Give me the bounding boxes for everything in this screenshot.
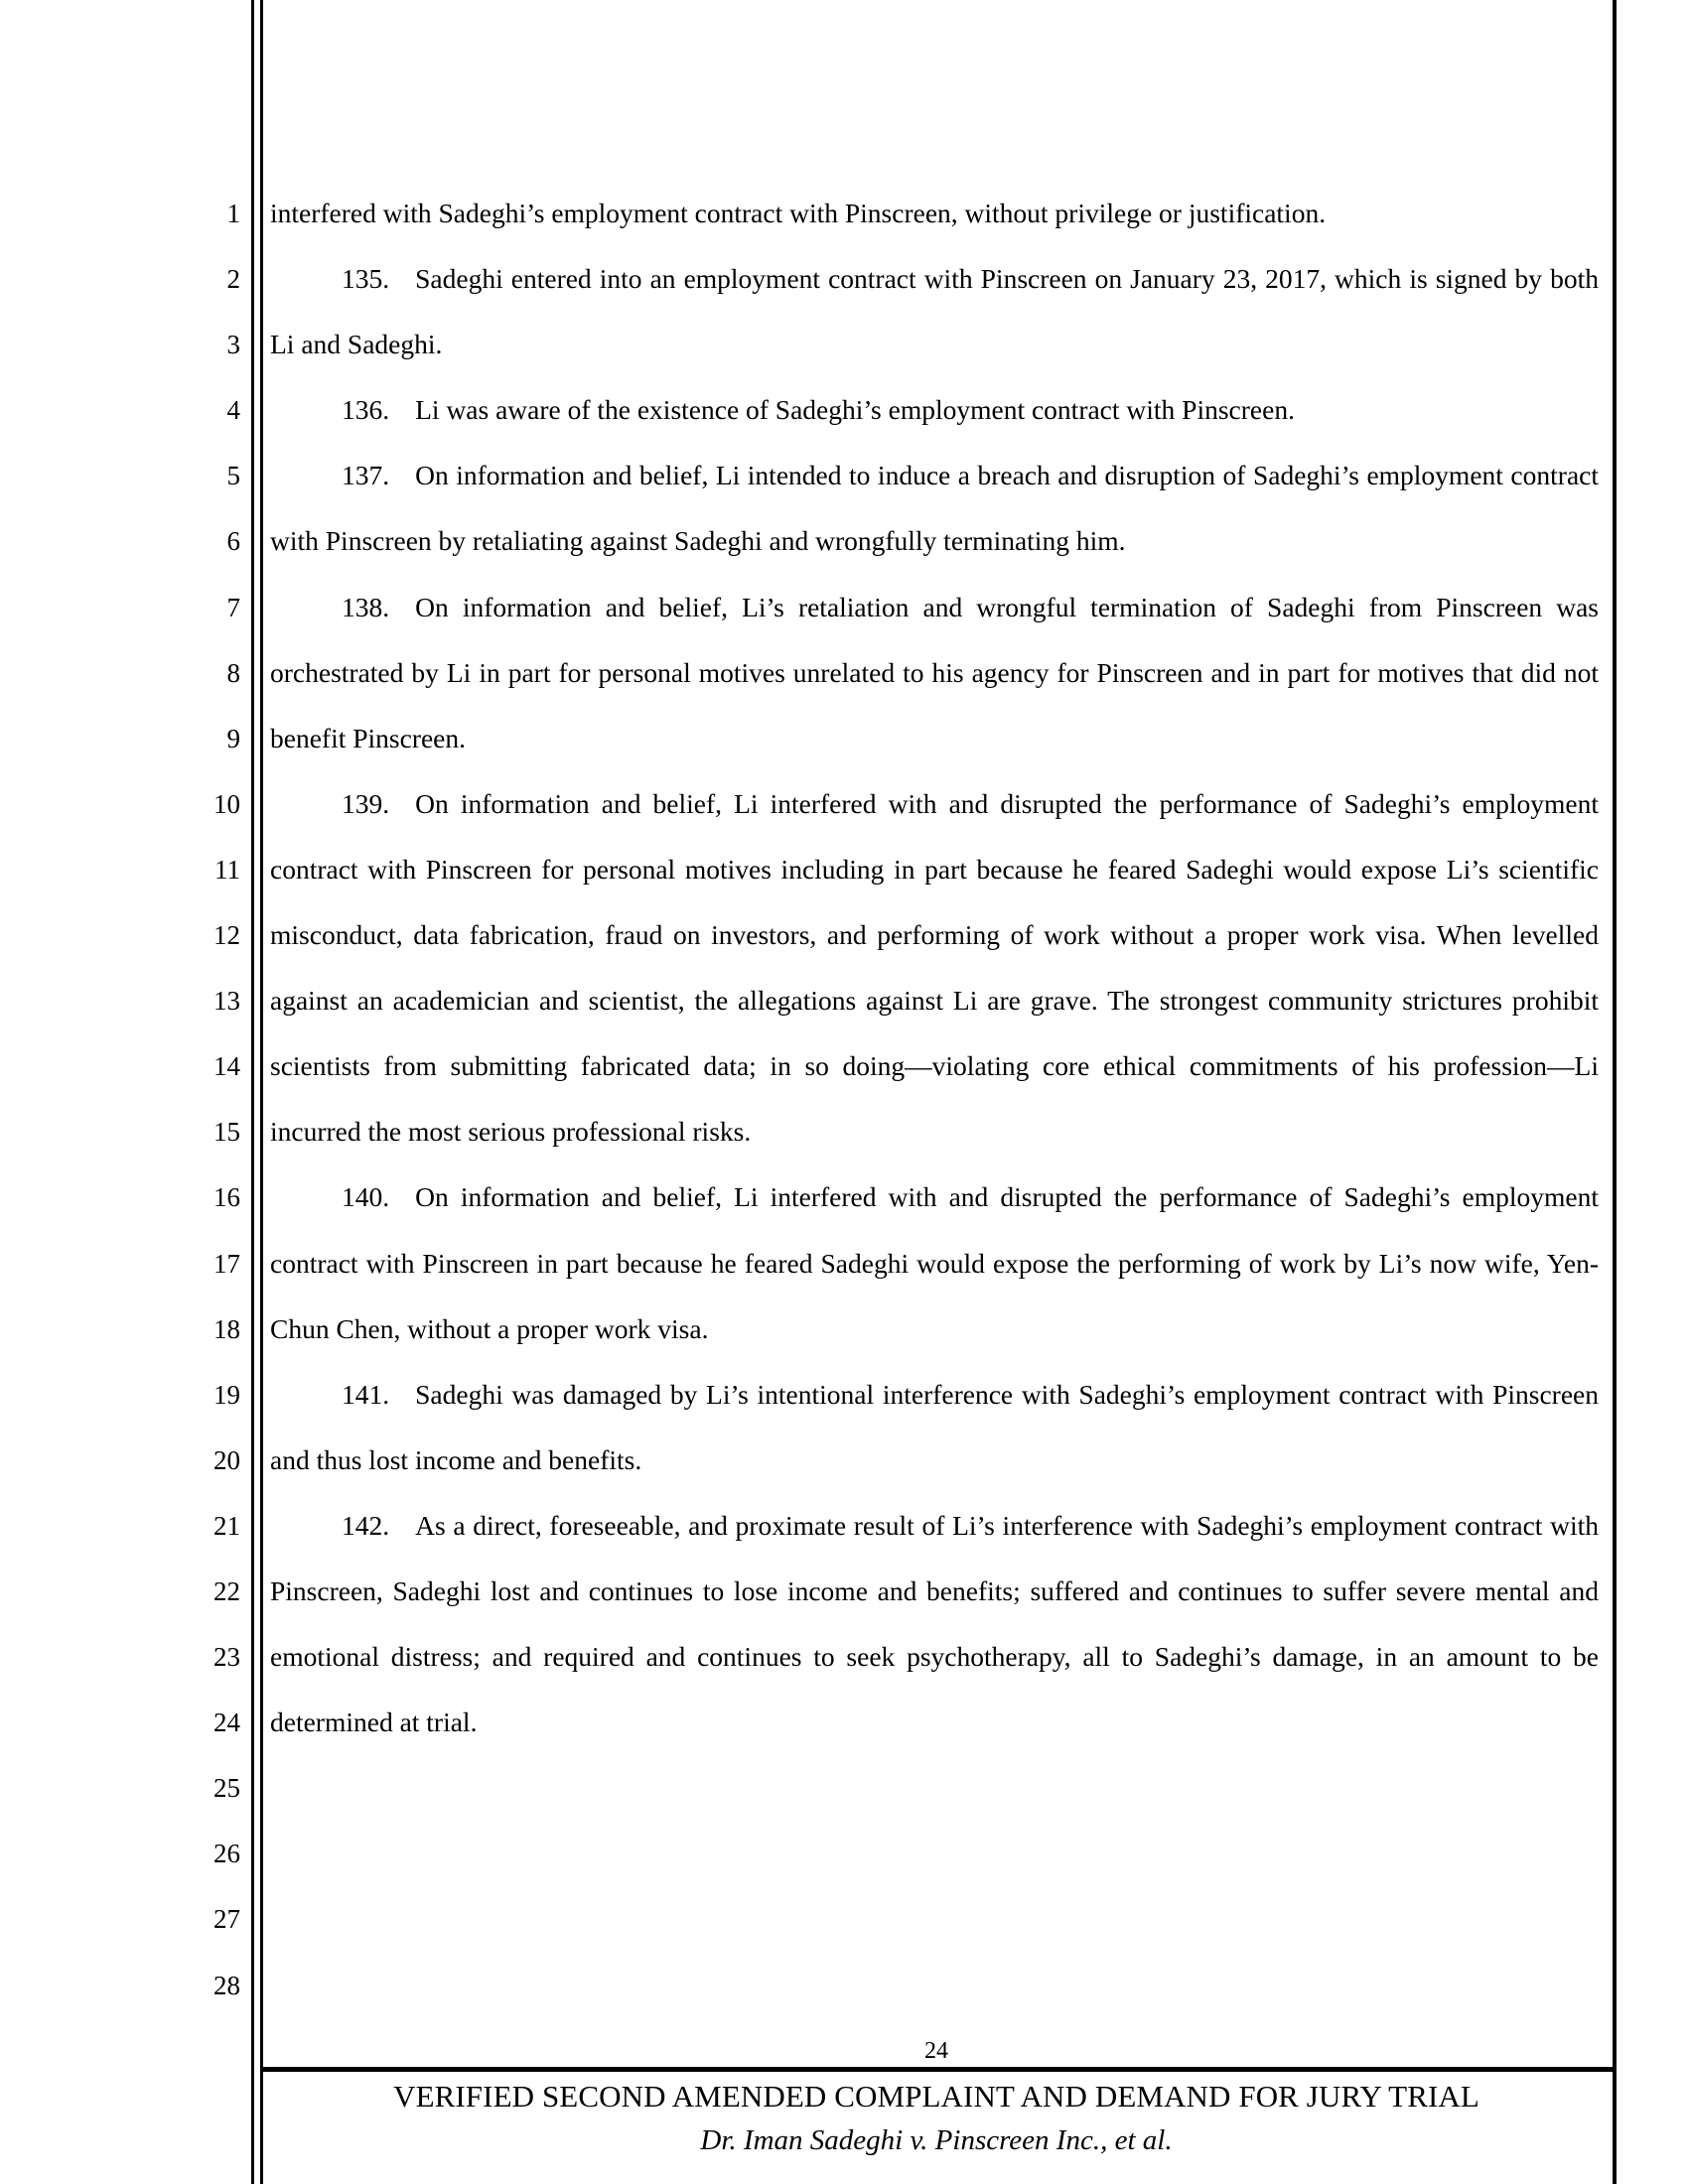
line-number: 24 xyxy=(213,1707,240,1738)
paragraph-text: Sadeghi was damaged by Li’s intentional interference with Sadeghi’s employment contract with Pinscreen and thus lost income and benefits. xyxy=(270,1378,1599,1475)
line-number-column xyxy=(189,181,240,2018)
paragraph-text: On information and belief, Li interfered with and disrupted the performance of Sadeghi’s employment contract with Pinscreen for personal motives including in part because he feared Sadeghi would expose Li’s scientific misconduct, data fabrication, fraud on investors, and performing of work without a proper work visa. When levelled against an academician and scientist, the allegations against Li are grave. The strongest community strictures prohibit scientists from submitting fabricated data; in so doing—violating core ethical commitments of his profession—Li incurred the most serious professional risks. xyxy=(270,787,1599,1148)
paragraph-number: 137. xyxy=(342,460,390,491)
line-number: 23 xyxy=(213,1642,240,1673)
line-number: 11 xyxy=(214,854,240,885)
paragraph-p139 xyxy=(270,771,1599,1165)
paragraph-p140 xyxy=(270,1164,1599,1361)
line-number: 5 xyxy=(226,461,240,491)
paragraph-number: 139. xyxy=(342,787,390,819)
footer-divider xyxy=(260,2067,1613,2072)
footer-title: VERIFIED SECOND AMENDED COMPLAINT AND DEMAND FOR JURY TRIAL xyxy=(393,2079,1479,2114)
paragraph-p141 xyxy=(270,1362,1599,1493)
paragraph-text: On information and belief, Li interfered with and disrupted the performance of Sadeghi’s employment contract with Pinscreen in part because he feared Sadeghi would expose the performing of work by Li’s now wife, Yen-Chun Chen, without a proper work visa. xyxy=(270,1181,1599,1344)
line-number: 19 xyxy=(213,1379,240,1410)
line-number: 10 xyxy=(213,788,240,819)
line-number: 26 xyxy=(213,1839,240,1869)
right-margin-rule xyxy=(1613,0,1617,2184)
line-number: 8 xyxy=(226,657,240,688)
paragraph-text: On information and belief, Li’s retaliation and wrongful termination of Sadeghi from Pinscreen was orchestrated by Li in part for personal motives unrelated to his agency for Pinscreen and in part for motives that did not benefit Pinscreen. xyxy=(270,591,1599,753)
line-number: 2 xyxy=(226,264,240,295)
line-number: 13 xyxy=(213,986,240,1017)
line-number: 1 xyxy=(226,199,240,228)
paragraph-text: interfered with Sadeghi’s employment contract with Pinscreen, without privilege or justification. xyxy=(270,198,1327,228)
paragraph-text: Sadeghi entered into an employment contract with Pinscreen on January 23, 2017, which is signed by both Li and Sadeghi. xyxy=(270,263,1599,360)
line-number: 9 xyxy=(226,723,240,753)
line-number: 27 xyxy=(213,1904,240,1935)
paragraph-p136 xyxy=(270,377,1599,443)
left-margin-rule-inner xyxy=(260,0,263,2184)
paragraph-number: 141. xyxy=(342,1378,390,1410)
paragraph-continuation xyxy=(270,181,1599,246)
line-number: 3 xyxy=(226,330,240,360)
paragraph-p137 xyxy=(270,443,1599,574)
paragraph-number: 135. xyxy=(342,263,390,295)
document-body xyxy=(270,181,1599,1755)
paragraph-p142 xyxy=(270,1493,1599,1755)
line-number: 12 xyxy=(213,920,240,951)
line-number: 6 xyxy=(226,526,240,557)
paragraph-number: 140. xyxy=(342,1181,390,1213)
line-number: 20 xyxy=(213,1444,240,1475)
paragraph-text: As a direct, foreseeable, and proximate result of Li’s interference with Sadeghi’s employment contract with Pinscreen, Sadeghi lost and continues to lose income and benefits; suffered and continues to suffer severe mental and emotional distress; and required and continues to seek psychotherapy, all to Sadeghi’s damage, in an amount to be determined at trial. xyxy=(270,1509,1599,1738)
line-number: 28 xyxy=(213,1970,240,2000)
footer-case-caption: Dr. Iman Sadeghi v. Pinscreen Inc., et al. xyxy=(700,2124,1173,2156)
line-number: 16 xyxy=(213,1182,240,1213)
line-number: 18 xyxy=(213,1313,240,1344)
line-number: 22 xyxy=(213,1575,240,1606)
line-number: 15 xyxy=(213,1117,240,1148)
line-number: 14 xyxy=(213,1051,240,1082)
paragraph-number: 142. xyxy=(342,1509,390,1541)
page-number: 24 xyxy=(924,2038,948,2064)
line-number: 25 xyxy=(213,1773,240,1804)
paragraph-p138 xyxy=(270,575,1599,771)
paragraph-text: Li was aware of the existence of Sadeghi’s employment contract with Pinscreen. xyxy=(415,394,1295,426)
line-number: 7 xyxy=(226,592,240,622)
left-margin-rule-outer xyxy=(251,0,254,2184)
line-number: 21 xyxy=(213,1510,240,1541)
line-number: 17 xyxy=(213,1248,240,1279)
line-number: 4 xyxy=(226,395,240,426)
paragraph-p135 xyxy=(270,246,1599,377)
paragraph-number: 136. xyxy=(342,394,390,426)
paragraph-number: 138. xyxy=(342,591,390,622)
paragraph-text: On information and belief, Li intended to induce a breach and disruption of Sadeghi’s employment contract with Pinscreen by retaliating against Sadeghi and wrongfully terminating him. xyxy=(270,460,1599,557)
